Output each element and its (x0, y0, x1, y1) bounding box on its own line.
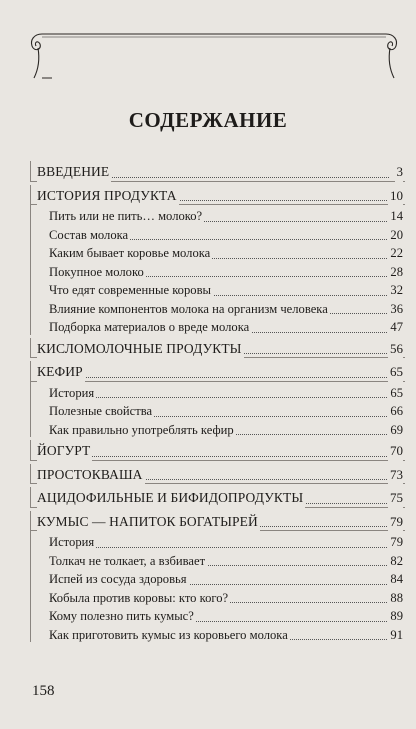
toc-subentry-page: 14 (388, 207, 403, 226)
toc-entry-title: ИСТОРИЯ ПРОДУКТА (37, 186, 179, 206)
toc-subentry-page: 32 (388, 281, 403, 300)
toc-sub-entry[interactable] (31, 531, 405, 550)
toc-main-entry[interactable] (31, 338, 405, 359)
toc-subentry-title: Пить или не пить… молоко? (49, 207, 204, 226)
toc-section (30, 440, 405, 461)
toc-entry-title: АЦИДОФИЛЬНЫЕ И БИФИДОПРОДУКТЫ (37, 488, 305, 508)
toc-subentry-title: Кому полезно пить кумыс? (49, 607, 196, 626)
toc-main-entry[interactable] (31, 361, 405, 382)
toc-subentry-page: 79 (388, 533, 403, 552)
toc-subentry-page: 36 (388, 300, 403, 319)
toc-subentry-title: Каким бывает коровье молока (49, 244, 212, 263)
toc-entry-page: 3 (395, 162, 404, 182)
toc-subentry-title: Влияние компонентов молока на организм человека (49, 300, 330, 319)
toc-subentry-page: 82 (388, 552, 403, 571)
toc-section (30, 511, 405, 643)
toc-sub-entry[interactable] (31, 568, 405, 587)
decorative-header-frame (28, 30, 400, 82)
toc-sub-entry[interactable] (31, 605, 405, 624)
toc-sub-entry[interactable] (31, 205, 405, 224)
toc-subentry-page: 47 (388, 318, 403, 337)
toc-main-entry[interactable] (31, 511, 405, 532)
toc-entry-title: ВВЕДЕНИЕ (37, 162, 111, 182)
toc-section (30, 161, 405, 182)
toc-sub-entry[interactable] (31, 298, 405, 317)
toc-entry-page: 65 (388, 362, 403, 382)
toc-subentry-page: 69 (388, 421, 403, 440)
toc-entry-page: 73 (388, 465, 403, 485)
toc-sub-entry[interactable] (31, 382, 405, 401)
toc-sub-entry[interactable] (31, 550, 405, 569)
toc-subentry-title: Полезные свойства (49, 402, 154, 421)
toc-subentry-title: Покупное молоко (49, 263, 146, 282)
toc-sub-entry[interactable] (31, 279, 405, 298)
toc-section (30, 361, 405, 437)
toc-subentry-title: Подборка материалов о вреде молока (49, 318, 251, 337)
toc-sub-entry[interactable] (31, 400, 405, 419)
toc-main-entry[interactable] (31, 185, 405, 206)
toc-subentry-page: 88 (388, 589, 403, 608)
toc-entry-page: 70 (388, 441, 403, 461)
toc-entry-page: 10 (388, 186, 403, 206)
page-title: СОДЕРЖАНИЕ (128, 108, 288, 132)
toc-subentry-page: 65 (388, 384, 403, 403)
toc-entry-page: 79 (388, 512, 403, 532)
toc-subentry-page: 28 (388, 263, 403, 282)
toc-entry-page: 56 (388, 339, 403, 359)
dot-leader (49, 547, 389, 548)
toc-section (30, 464, 405, 485)
toc-subentry-page: 84 (388, 570, 403, 589)
toc-sub-entry[interactable] (31, 587, 405, 606)
dot-leader (49, 397, 389, 398)
toc-subentry-title: Состав молока (49, 226, 130, 245)
toc-subentry-title: Кобыла против коровы: кто кого? (49, 589, 230, 608)
toc-section (30, 487, 405, 508)
toc-sub-entry[interactable] (31, 224, 405, 243)
toc-subentry-title: Как приготовить кумыс из коровьего молока (49, 626, 290, 645)
table-of-contents (30, 158, 405, 642)
toc-main-entry[interactable] (31, 487, 405, 508)
toc-entry-page: 75 (388, 488, 403, 508)
page-number: 158 (32, 683, 55, 699)
toc-subentry-page: 20 (388, 226, 403, 245)
toc-subentry-page: 22 (388, 244, 403, 263)
toc-entry-title: КЕФИР (37, 362, 85, 382)
toc-main-entry[interactable] (31, 440, 405, 461)
toc-section (30, 338, 405, 359)
dot-leader (37, 377, 389, 378)
toc-sub-entry[interactable] (31, 316, 405, 335)
toc-subentry-title: Толкач не толкает, а взбивает (49, 552, 207, 571)
toc-sub-entry[interactable] (31, 242, 405, 261)
toc-sub-entry[interactable] (31, 419, 405, 438)
toc-subentry-title: История (49, 533, 96, 552)
toc-subentry-title: Что едят современные коровы (49, 281, 213, 300)
toc-entry-title: ПРОСТОКВАША (37, 465, 145, 485)
toc-sub-entry[interactable] (31, 261, 405, 280)
toc-subentry-page: 91 (388, 626, 403, 645)
toc-entry-title: КИСЛОМОЛОЧНЫЕ ПРОДУКТЫ (37, 339, 244, 359)
toc-section (30, 185, 405, 335)
toc-subentry-page: 89 (388, 607, 403, 626)
toc-entry-title: ЙОГУРТ (37, 441, 92, 461)
toc-sub-entry[interactable] (31, 624, 405, 643)
toc-main-entry[interactable] (31, 161, 405, 182)
toc-subentry-title: Испей из сосуда здоровья (49, 570, 189, 589)
toc-subentry-title: История (49, 384, 96, 403)
toc-entry-title: КУМЫС — НАПИТОК БОГАТЫРЕЙ (37, 512, 260, 532)
toc-main-entry[interactable] (31, 464, 405, 485)
toc-subentry-page: 66 (388, 402, 403, 421)
toc-subentry-title: Как правильно употреблять кефир (49, 421, 236, 440)
